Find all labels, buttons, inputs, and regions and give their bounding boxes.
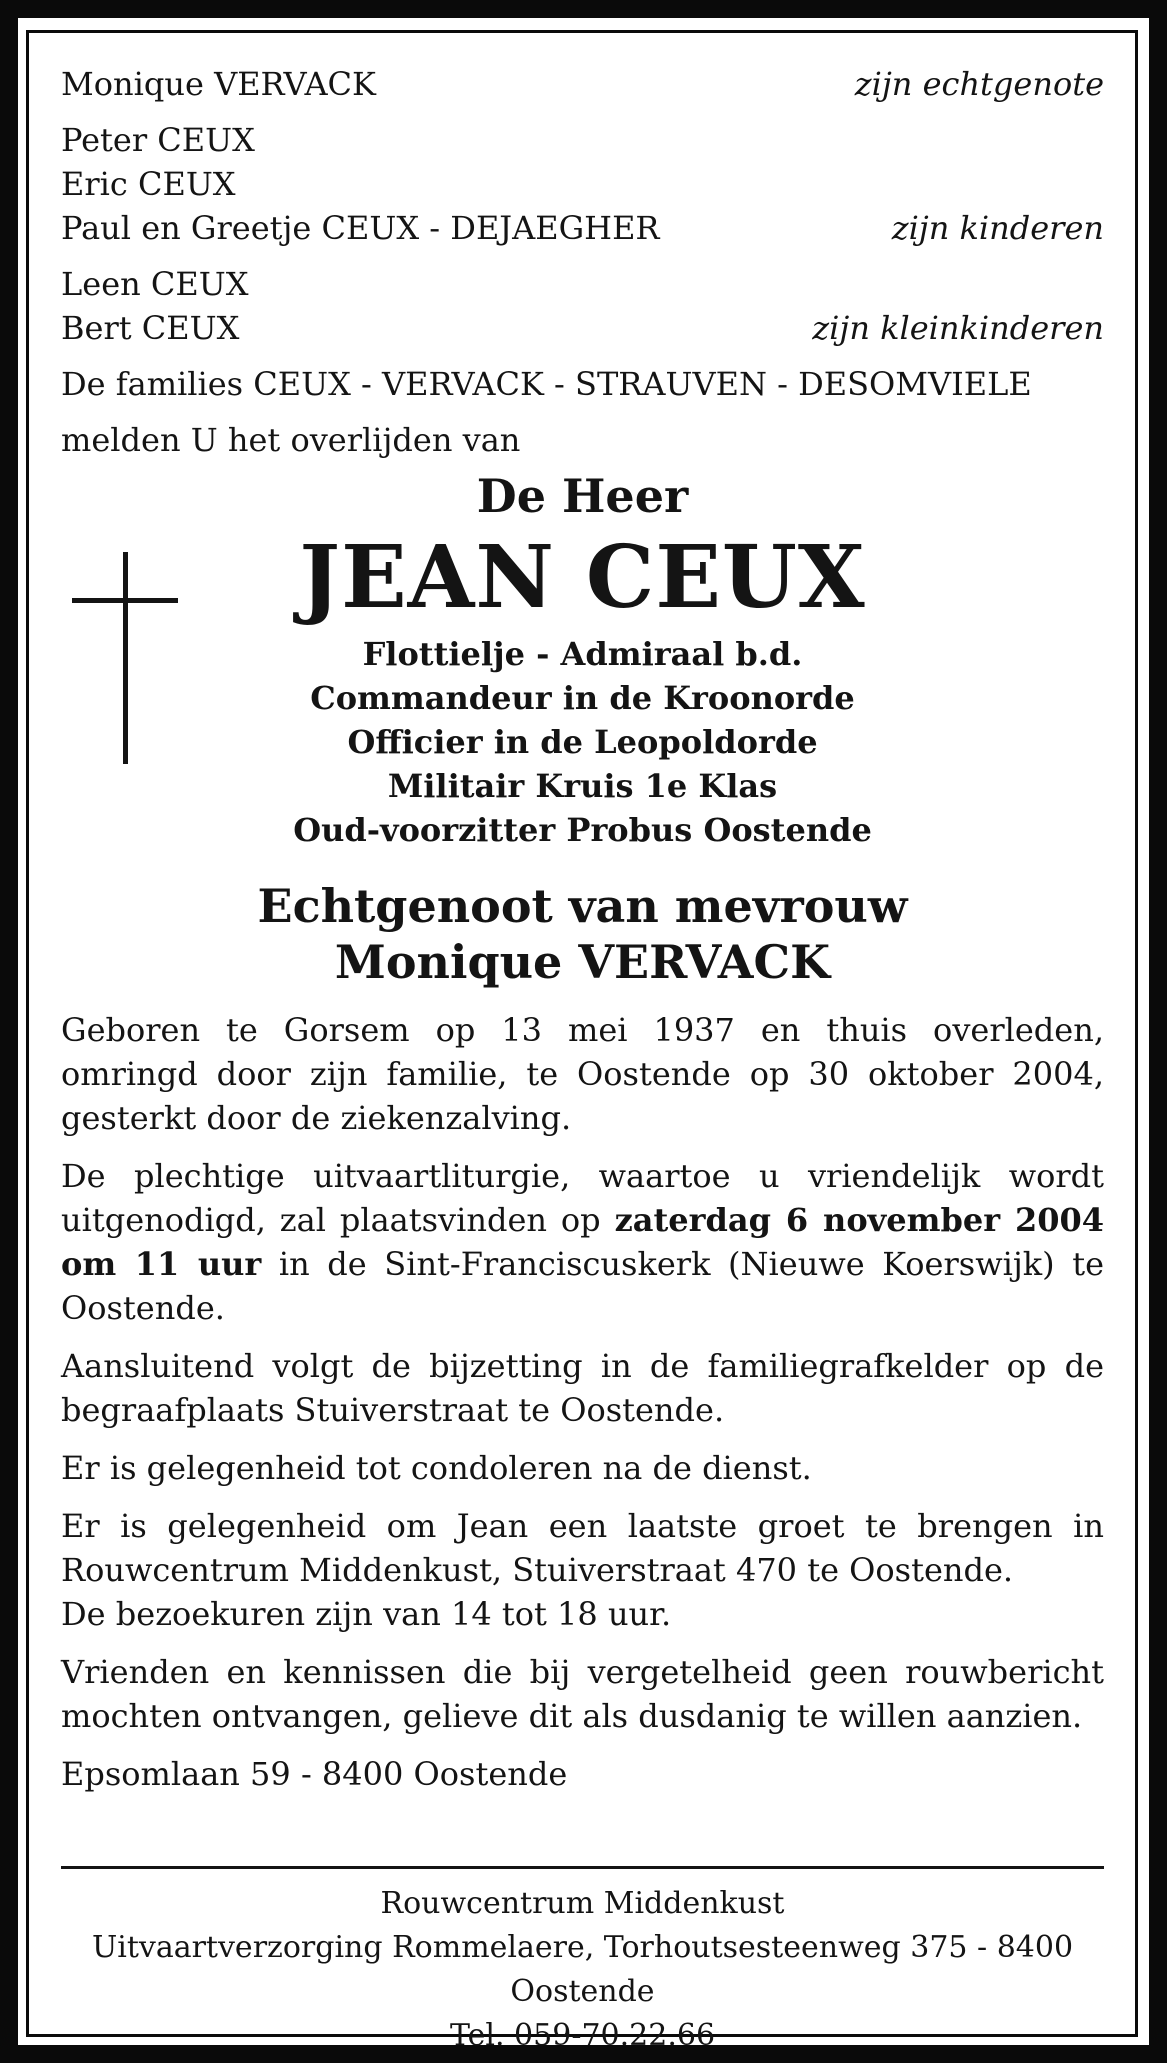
title-line: Militair Kruis 1e Klas — [387, 767, 778, 805]
title-line: Commandeur in de Kroonorde — [310, 679, 855, 717]
announce-line: melden U het overlijden van — [61, 421, 521, 459]
title-line: Flottielje - Admiraal b.d. — [362, 635, 803, 673]
spouse-heading-line1: Echtgenoot van mevrouw — [257, 879, 908, 933]
grandchildren-role: zijn kleinkinderen — [812, 309, 1104, 347]
footer-phone: Tel. 059-70.22.66 — [449, 2018, 716, 2053]
home-address: Epsomlaan 59 - 8400 Oostende — [61, 1755, 568, 1793]
grandchild-name: Leen CEUX — [61, 265, 249, 303]
funeral-location: in de Sint-Franciscuskerk (Nieuwe Koerswijk) te Oostende. — [61, 1245, 1105, 1327]
notice-content — [61, 62, 1104, 1796]
child-name: Paul en Greetje CEUX - DEJAEGHER — [61, 209, 660, 247]
grandchildren-row — [61, 306, 1104, 350]
deceased-name: JEAN CEUX — [299, 527, 866, 628]
families-line: De families CEUX - VERVACK - STRAUVEN - DESOMVIELE — [61, 365, 1032, 403]
divider — [61, 1866, 1104, 1869]
visiting-hours: De bezoekuren zijn van 14 tot 18 uur. — [61, 1595, 672, 1633]
footer-line: Rouwcentrum Middenkust — [380, 1886, 785, 1921]
grandchild-name: Bert CEUX — [61, 309, 240, 347]
spouse-role: zijn echtgenote — [854, 65, 1104, 103]
funeral-intro: De plechtige uitvaartliturgie, waartoe u vriendelijk wordt uitgenodigd, zal plaatsvinden op — [61, 1157, 1104, 1239]
child-name: Peter CEUX — [61, 121, 255, 159]
funeral-home-footer — [61, 1882, 1104, 2058]
spouse-heading — [61, 878, 1104, 990]
title-line: Officier in de Leopoldorde — [347, 723, 818, 761]
birth-death-paragraph: Geboren te Gorsem op 13 mei 1937 en thuis overleden, omringd door zijn familie, te Oostende op 30 oktober 2004, gesterkt door de ziekenzalving. — [61, 1011, 1104, 1137]
children-role: zijn kinderen — [891, 209, 1104, 247]
footer-line: Uitvaartverzorging Rommelaere, Torhoutsesteenweg 375 - 8400 Oostende — [91, 1930, 1074, 2009]
condolence-paragraph: Er is gelegenheid tot condoleren na de dienst. — [61, 1449, 812, 1487]
spouse-heading-line2: Monique VERVACK — [334, 935, 831, 989]
title-line: Oud-voorzitter Probus Oostende — [293, 811, 872, 849]
spouse-row — [61, 62, 1104, 106]
burial-paragraph: Aansluitend volgt de bijzetting in de familiegrafkelder op de begraafplaats Stuiverstraat te Oostende. — [61, 1347, 1104, 1429]
children-row — [61, 206, 1104, 250]
spouse-name: Monique VERVACK — [61, 65, 376, 103]
visit-paragraph — [61, 1504, 1104, 1636]
honorific: De Heer — [476, 469, 689, 523]
funeral-paragraph — [61, 1154, 1104, 1330]
deceased-titles — [61, 632, 1104, 852]
friends-paragraph: Vrienden en kennissen die bij vergetelheid geen rouwbericht mochten ontvangen, gelieve dit als dusdanig te willen aanzien. — [61, 1653, 1104, 1735]
funeral-datetime: zaterdag 6 november 2004 om 11 uur — [61, 1201, 1105, 1283]
child-name: Eric CEUX — [61, 165, 236, 203]
visit-text: Er is gelegenheid om Jean een laatste groet te brengen in Rouwcentrum Middenkust, Stuiverstraat 470 te Oostende. — [61, 1507, 1104, 1589]
